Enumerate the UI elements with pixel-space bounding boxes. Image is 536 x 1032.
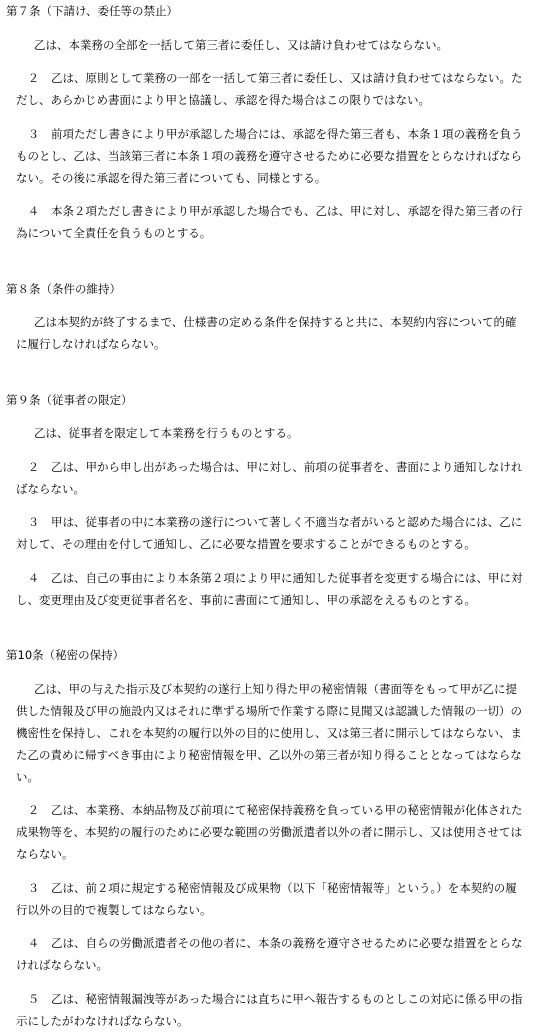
paragraph-text: 本条２項ただし書きにより甲が承認した場合でも、乙は、甲に対し、承認を得た第三者の行為について全責任を負うものとする。 <box>16 204 523 240</box>
paragraph-text: 乙は、本業務の全部を一括して第三者に委任し、又は請け負わせてはならない。 <box>34 37 448 52</box>
paragraph-text: 乙は本契約が終了するまで、仕様書の定める条件を保持すると共に、本契約内容について的確に履行しなければならない。 <box>16 315 517 351</box>
paragraph-text: 乙は、従事者を限定して本業務を行うものとする。 <box>34 426 299 440</box>
paragraph-text: 乙は、本業務、本納品物及び前項にて秘密保持義務を負っている甲の秘密情報が化体された成果物等を、本契約の履行のために必要な範囲の労働派遣者以外の者に開示し、又は使用させてはならない。 <box>16 803 523 861</box>
article-paragraph <box>0 123 536 189</box>
paragraph-number: ３ <box>27 880 40 895</box>
article-heading: 第８条（条件の維持） <box>6 281 121 296</box>
article-paragraph <box>0 456 536 500</box>
article-9 <box>0 389 536 611</box>
article-10 <box>0 644 536 1032</box>
paragraph-number: ２ <box>27 459 40 474</box>
article-paragraph <box>0 567 536 611</box>
article-heading: 第10条（秘密の保持） <box>6 648 125 662</box>
article-paragraph <box>0 877 536 921</box>
paragraph-number: ５ <box>27 991 40 1006</box>
article-paragraph <box>0 799 536 865</box>
section-spacer <box>0 256 536 278</box>
article-paragraph <box>0 988 536 1032</box>
paragraph-number: ３ <box>27 515 40 529</box>
paragraph-text: 乙は、甲の与えた指示及び本契約の遂行上知り得た甲の秘密情報（書面等をもって甲が乙に提供した情報及び甲の施設内又はそれに準ずる場所で作業する際に見聞又は認識した情報の一切）の機密性を保持し、これを本契約の履行以外の目的に使用し、又は第三者に開示してはならない、また乙の責めに帰すべき事由により秘密情報を甲、乙以外の第三者が知り得ることとなってはならない。 <box>16 681 522 784</box>
article-paragraph <box>0 311 536 355</box>
paragraph-text: 前項ただし書きにより甲が承認した場合には、承認を得た第三者も、本条１項の義務を負うものとし、乙は、当該第三者に本条１項の義務を遵守させるために必要な措置をとらなければならない。その後に承認を得た第三者についても、同様とする。 <box>16 126 523 185</box>
paragraph-number: ２ <box>27 803 40 817</box>
paragraph-text: 乙は、秘密情報漏洩等があった場合には直ちに甲へ報告するものとしこの対応に係る甲の指示にしたがわなければならない。 <box>16 991 523 1028</box>
article-paragraph <box>0 34 536 56</box>
article-heading: 第９条（従事者の限定） <box>6 392 133 407</box>
article-8 <box>0 278 536 356</box>
paragraph-number: ３ <box>27 126 40 141</box>
paragraph-number: ４ <box>27 570 40 585</box>
paragraph-text: 乙は、原則として業務の一部を一括して第三者に委任し、又は請け負わせてはならない。ただし、あらかじめ書面により甲と協議し、承認を得た場合はこの限りではない。 <box>16 71 523 107</box>
paragraph-text: 甲は、従事者の中に本業務の遂行について著しく不適当な者がいると認めた場合には、乙に対して、その理由を付して通知し、乙に必要な措置を要求することができるものとする。 <box>16 515 523 551</box>
article-paragraph <box>0 932 536 976</box>
paragraph-number: ２ <box>27 71 40 85</box>
paragraph-text: 乙は、自らの労働派遣者その他の者に、本条の義務を遵守させるために必要な措置をとらなければならない。 <box>16 936 523 972</box>
article-7 <box>0 0 536 244</box>
paragraph-text: 乙は、前２項に規定する秘密情報及び成果物（以下「秘密情報等」という。）を本契約の履行以外の目的で複製してはならない。 <box>16 880 517 917</box>
paragraph-text: 乙は、甲から申し出があった場合は、甲に対し、前項の従事者を、書面により通知しなければならない。 <box>16 459 523 496</box>
article-paragraph <box>0 511 536 555</box>
article-paragraph <box>0 422 536 444</box>
paragraph-number: ４ <box>27 936 40 950</box>
article-paragraph <box>0 67 536 111</box>
article-paragraph <box>0 678 536 788</box>
article-paragraph <box>0 200 536 244</box>
section-spacer <box>0 367 536 389</box>
paragraph-number: ４ <box>27 204 40 218</box>
section-spacer <box>0 622 536 644</box>
paragraph-text: 乙は、自己の事由により本条第２項により甲に通知した従事者を変更する場合には、甲に対し、変更理由及び変更従事者名を、事前に書面にて通知し、甲の承認をえるものとする。 <box>16 570 523 607</box>
article-heading: 第７条（下請け、委任等の禁止） <box>6 4 179 18</box>
